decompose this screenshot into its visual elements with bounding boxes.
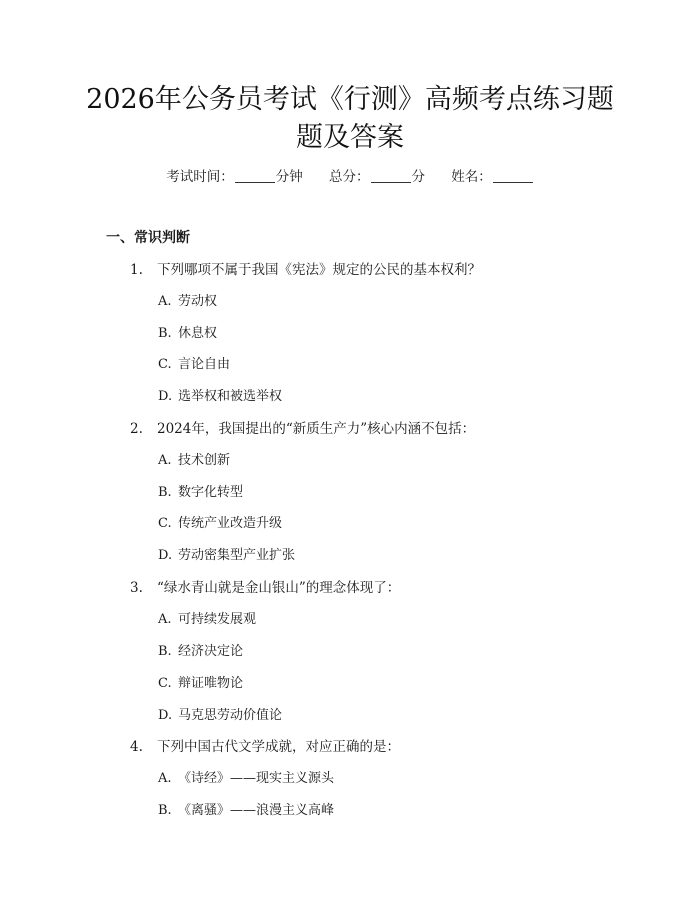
option-letter: A. bbox=[158, 453, 172, 468]
option-text: 数字化转型 bbox=[178, 485, 244, 500]
question-text: 下列中国古代文学成就，对应正确的是： bbox=[157, 739, 400, 755]
name-label: 姓名： bbox=[451, 169, 492, 185]
option-letter: B. bbox=[158, 803, 172, 818]
option-text: 经济决定论 bbox=[178, 644, 244, 659]
option-letter: A. bbox=[158, 771, 172, 786]
exam-time-unit: 分钟 bbox=[275, 169, 303, 185]
name-blank bbox=[493, 168, 533, 183]
document-title-line2: 题及答案 bbox=[296, 122, 404, 153]
option-text: 技术创新 bbox=[178, 453, 231, 468]
option-text: 《离骚》——浪漫主义高峰 bbox=[178, 803, 335, 818]
exam-time-label: 考试时间： bbox=[166, 169, 234, 185]
option-letter: C. bbox=[158, 357, 172, 372]
option-letter: C. bbox=[158, 676, 172, 691]
question-number: 2. bbox=[130, 421, 143, 437]
exam-info bbox=[0, 166, 700, 188]
option-letter: C. bbox=[158, 516, 172, 531]
name-field bbox=[451, 166, 534, 188]
question-number: 3. bbox=[130, 580, 143, 596]
total-score-unit: 分 bbox=[411, 169, 425, 185]
option-text: 休息权 bbox=[178, 326, 218, 341]
total-score-field bbox=[329, 166, 425, 188]
exam-time-field bbox=[166, 166, 303, 188]
question-text: 2024年，我国提出的“新质生产力”核心内涵不包括： bbox=[157, 421, 476, 437]
option-letter: D. bbox=[158, 708, 173, 723]
option-text: 选举权和被选举权 bbox=[178, 389, 283, 404]
option-text: 可持续发展观 bbox=[178, 612, 257, 627]
option-text: 马克思劳动价值论 bbox=[178, 708, 283, 723]
total-score-label: 总分： bbox=[329, 169, 370, 185]
question-number: 1. bbox=[130, 262, 143, 278]
option-letter: A. bbox=[158, 612, 172, 627]
option-text: 传统产业改造升级 bbox=[178, 516, 283, 531]
option-letter: A. bbox=[158, 294, 172, 309]
document-title-line1: 2026年公务员考试《行测》高频考点练习题 bbox=[86, 84, 614, 115]
option-letter: D. bbox=[158, 548, 173, 563]
question-text: 下列哪项不属于我国《宪法》规定的公民的基本权利？ bbox=[157, 262, 481, 278]
option-text: 劳动权 bbox=[178, 294, 218, 309]
question-number: 4. bbox=[130, 739, 143, 755]
option-text: 辩证唯物论 bbox=[178, 676, 244, 691]
section-title: 一、常识判断 bbox=[106, 230, 190, 246]
option-text: 言论自由 bbox=[178, 357, 231, 372]
option-letter: D. bbox=[158, 389, 173, 404]
option-text: 劳动密集型产业扩张 bbox=[178, 548, 296, 563]
option-text: 《诗经》——现实主义源头 bbox=[178, 771, 335, 786]
option-letter: B. bbox=[158, 326, 172, 341]
option-letter: B. bbox=[158, 485, 172, 500]
question-text: “绿水青山就是金山银山”的理念体现了： bbox=[157, 580, 401, 596]
exam-time-blank bbox=[235, 168, 275, 183]
total-score-blank bbox=[371, 168, 411, 183]
option-letter: B. bbox=[158, 644, 172, 659]
